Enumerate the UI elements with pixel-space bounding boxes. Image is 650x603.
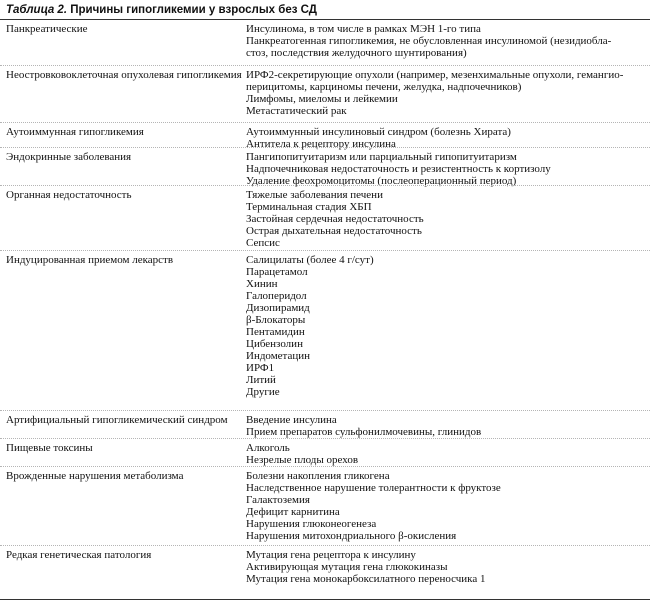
cause-item: Нарушения митохондриального β-окисления [246,530,457,542]
table-bottom-rule [0,599,650,600]
cause-item: Галактоземия [246,494,310,506]
table-row [0,148,650,186]
cause-item: Прием препаратов сульфонилмочевины, глинидов [246,426,482,438]
cause-item: Парацетамол [246,266,308,278]
cause-item: Индометацин [246,350,311,362]
row-category: Панкреатические [6,23,88,35]
cause-item: Литий [246,374,276,386]
cause-item: Алкоголь [246,442,290,454]
cause-item: Дизопирамид [246,302,310,314]
cause-item: Цибензолин [246,338,303,350]
row-category: Неостровковоклеточная опухолевая гипогликемия [6,69,242,81]
cause-item: Аутоиммунный инсулиновый синдром (болезнь Хирата) [246,126,511,138]
cause-item: Пангипопитуитаризм или парциальный гипопитуитаризм [246,151,517,163]
row-category: Артифициальный гипогликемический синдром [6,414,228,426]
row-causes [246,549,646,585]
cause-item: Мутация гена монокарбоксилатного переносчика 1 [246,573,486,585]
cause-item: Незрелые плоды орехов [246,454,359,466]
table-title: Причины гипогликемии у взрослых без СД [70,4,317,16]
cause-item: Инсулинома, в том числе в рамках МЭН 1-го типа [246,23,481,35]
cause-item: Активирующая мутация гена глюкокиназы [246,561,448,573]
cause-item: Антитела к рецептору инсулина [246,138,396,150]
cause-item: Тяжелые заболевания печени [246,189,383,201]
cause-item: ИРФ1 [246,362,275,374]
row-category: Пищевые токсины [6,442,93,454]
cause-item: Терминальная стадия ХБП [246,201,372,213]
cause-item: Панкреатогенная гипогликемия, не обусловленная инсулиномой (незидиобла- стоз, последствия желудочного шунтирования) [246,35,612,59]
cause-item: Пентамидин [246,326,305,338]
cause-item: Салицилаты (более 4 г/сут) [246,254,374,266]
table-row [0,546,650,599]
table-row [0,251,650,411]
table-row [0,186,650,251]
cause-item: Сепсис [246,237,280,249]
row-causes [246,69,646,117]
table-row [0,123,650,148]
row-category: Эндокринные заболевания [6,151,132,163]
row-causes [246,470,646,542]
table-row [0,467,650,546]
cause-item: Острая дыхательная недостаточность [246,225,422,237]
cause-item: β-Блокаторы [246,314,306,326]
row-category: Редкая генетическая патология [6,549,152,561]
cause-item: Застойная сердечная недостаточность [246,213,424,225]
row-causes [246,442,646,466]
table-caption [6,2,317,18]
cause-item: Нарушения глюконеогенеза [246,518,377,530]
cause-item: Лимфомы, миеломы и лейкемии [246,93,398,105]
cause-item: Введение инсулина [246,414,337,426]
cause-item: Хинин [246,278,278,290]
table-row [0,20,650,66]
cause-item: Болезни накопления гликогена [246,470,390,482]
row-causes [246,414,646,438]
cause-item: Галоперидол [246,290,307,302]
cause-item: ИРФ2-секретирующие опухоли (например, мезенхимальные опухоли, гемангио- перицитомы, карциномы печени, желудка, надпочечников) [246,69,624,93]
table-row [0,411,650,439]
row-causes [246,151,646,187]
row-category: Индуцированная приемом лекарств [6,254,174,266]
row-category: Врожденные нарушения метаболизма [6,470,184,482]
row-category: Органная недостаточность [6,189,132,201]
row-causes [246,23,646,59]
table-row [0,66,650,123]
cause-item: Мутация гена рецептора к инсулину [246,549,416,561]
row-causes [246,254,646,398]
row-category: Аутоиммунная гипогликемия [6,126,144,138]
cause-item: Надпочечниковая недостаточность и резистентность к кортизолу [246,163,551,175]
table-number: Таблица 2. [6,4,68,16]
cause-item: Метастатический рак [246,105,347,117]
table-row [0,439,650,467]
row-causes [246,189,646,249]
cause-item: Дефицит карнитина [246,506,340,518]
cause-item: Наследственное нарушение толерантности к фруктозе [246,482,501,494]
cause-item: Другие [246,386,280,398]
cause-item: Удаление феохромоцитомы (послеоперационный период) [246,175,517,187]
